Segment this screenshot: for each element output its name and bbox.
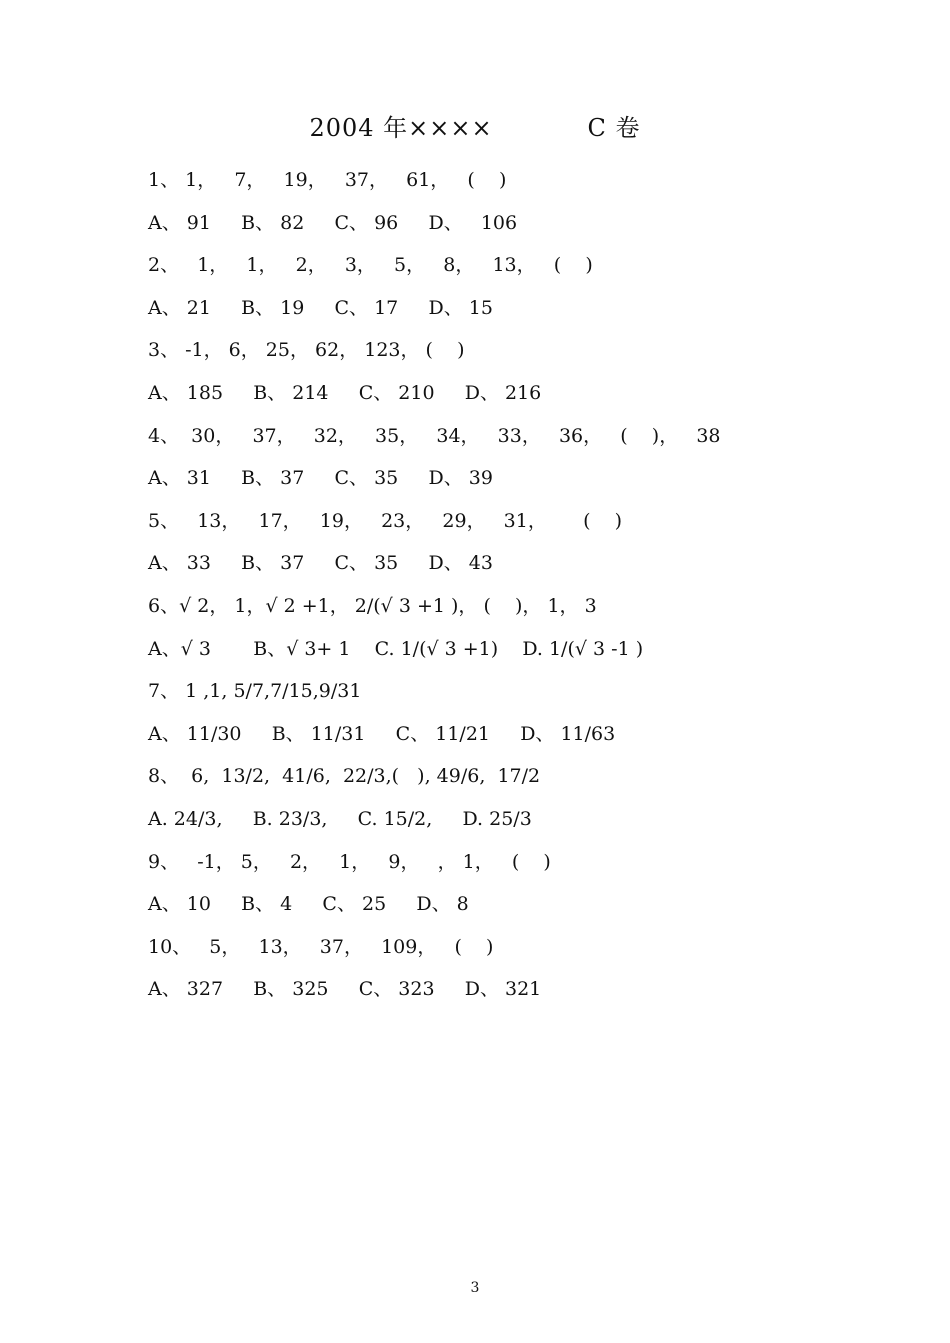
question-10: 10、 5， 13， 37， 109， ( ) [148, 935, 494, 958]
question-6-options: A、√ 3 B、√ 3+ 1 C. 1/(√ 3 +1) D. 1/(√ 3 -1 ) [148, 637, 644, 660]
question-2-options: A、 21 B、 19 C、 17 D、 15 [148, 296, 493, 319]
question-9: 9、 -1， 5， 2， 1， 9， ， 1， ( ) [148, 850, 551, 873]
question-10-options: A、 327 B、 325 C、 323 D、 321 [148, 978, 542, 1001]
question-5-options: A、 33 B、 37 C、 35 D、 43 [148, 552, 493, 575]
question-5: 5、 13， 17， 19， 23， 29， 31， ( ) [148, 509, 623, 532]
question-9-options: A、 10 B、 4 C、 25 D、 8 [148, 893, 469, 916]
question-7: 7、 1 ,1, 5/7,7/15,9/31 [148, 680, 362, 703]
question-6: 6、√ 2， 1，√ 2 +1， 2/(√ 3 +1 )， ( )， 1， 3 [148, 594, 597, 617]
question-3: 3、 -1， 6， 25， 62， 123， ( ) [148, 339, 465, 362]
question-3-options: A、 185 B、 214 C、 210 D、 216 [148, 381, 542, 404]
question-4-options: A、 31 B、 37 C、 35 D、 39 [148, 467, 493, 490]
question-2: 2、 1， 1， 2， 3， 5， 8， 13， ( ) [148, 254, 593, 277]
page-number: 3 [470, 1280, 480, 1296]
question-8-options: A. 24/3, B. 23/3, C. 15/2, D. 25/3 [148, 807, 532, 830]
question-list [148, 166, 908, 1018]
question-4: 4、 30， 37， 32， 35， 34， 33， 36， ( )， 38 [148, 424, 721, 447]
question-1: 1、 1， 7， 19， 37， 61， ( ) [148, 169, 507, 191]
question-1-options: A、 91 B、 82 C、 96 D、 106 [148, 211, 518, 234]
question-7-options: A、 11/30 B、 11/31 C、 11/21 D、 11/63 [148, 722, 616, 745]
question-8: 8、 6, 13/2, 41/6, 22/3,( ), 49/6, 17/2 [148, 765, 541, 788]
document-title: 2004 年×××× C 卷 [309, 114, 641, 142]
